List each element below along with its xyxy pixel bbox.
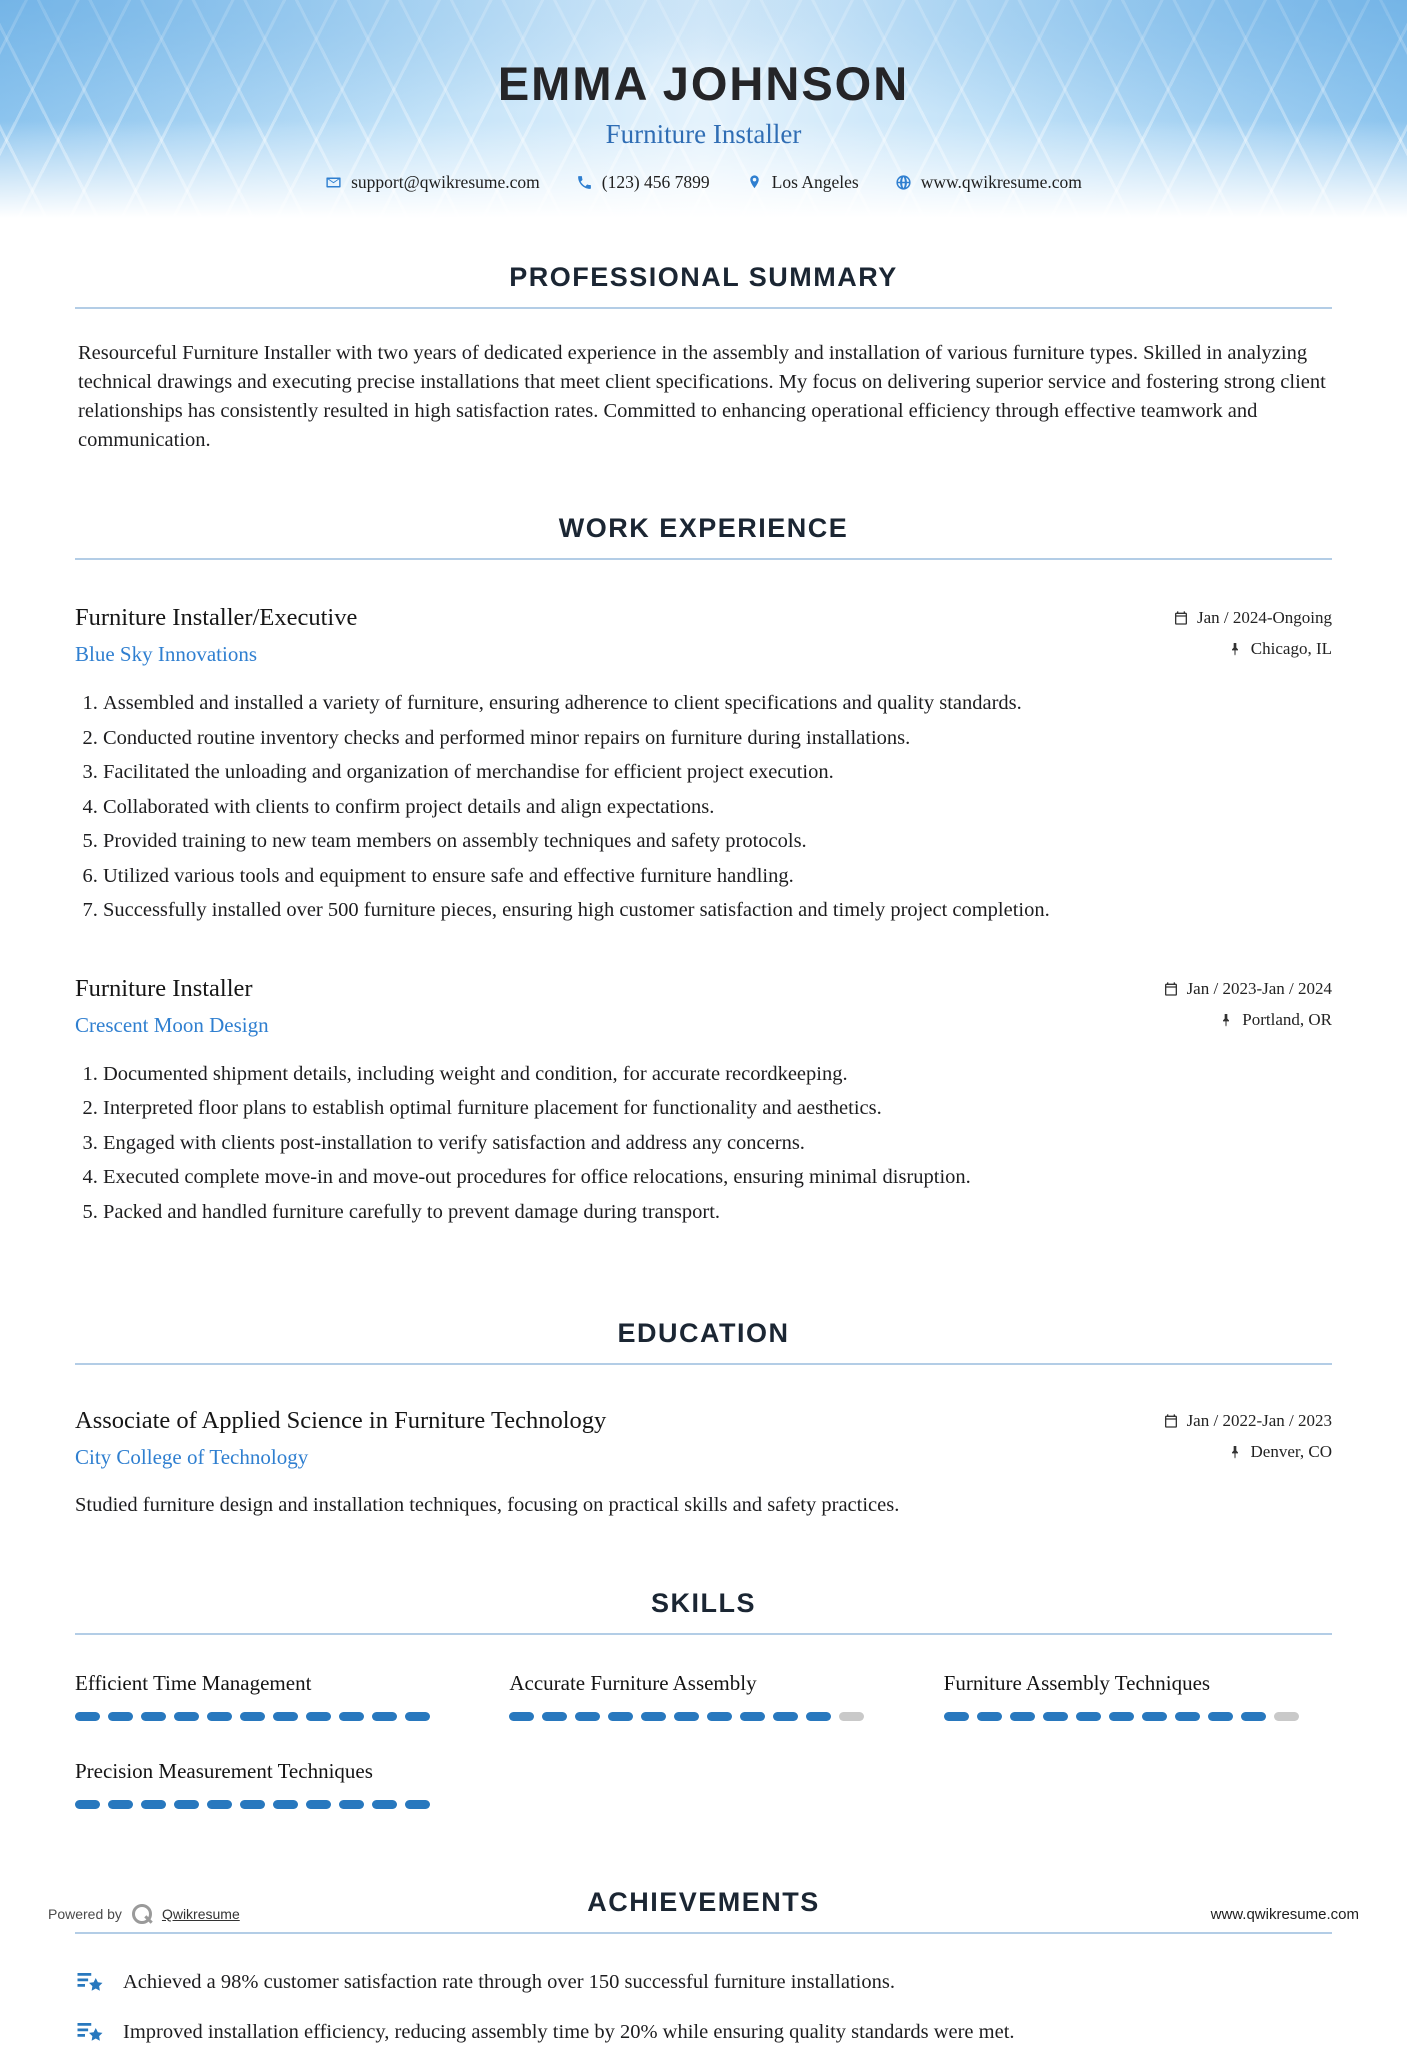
skill-item	[75, 1671, 463, 1721]
contact-email[interactable]	[325, 172, 540, 193]
phone-icon	[576, 174, 593, 191]
skill-level-bar	[509, 1712, 897, 1721]
contact-phone	[576, 172, 710, 193]
qwikresume-logo-icon	[132, 1904, 152, 1924]
job-title: Furniture Installer	[75, 974, 253, 1002]
skill-item	[75, 1759, 463, 1809]
education-location	[1163, 1442, 1332, 1462]
section-skills	[0, 1588, 1407, 1809]
skill-dash-filled	[240, 1800, 265, 1809]
skill-item	[509, 1671, 897, 1721]
skill-dash-filled	[273, 1800, 298, 1809]
contact-phone-text: (123) 456 7899	[601, 172, 710, 192]
job-entry-right	[1163, 975, 1332, 1041]
skill-dash-filled	[372, 1800, 397, 1809]
job-bullet-list	[79, 690, 1332, 924]
skill-dash-filled	[174, 1800, 199, 1809]
skill-dash-filled	[405, 1712, 430, 1721]
skill-name: Furniture Assembly Techniques	[943, 1670, 1211, 1695]
job-bullet: 7. Successfully installed over 500 furniture pieces, ensuring high customer satisfaction and timely project completion.	[103, 897, 1332, 924]
job-bullet: 1. Documented shipment details, including weight and condition, for accurate recordkeeping.	[103, 1061, 1332, 1088]
pushpin-icon	[1218, 1012, 1234, 1028]
section-divider	[75, 1932, 1332, 1934]
person-name: EMMA JOHNSON	[497, 57, 910, 110]
section-education	[0, 1318, 1407, 1520]
job-company-link[interactable]: Blue Sky Innovations	[75, 642, 257, 667]
skill-dash-filled	[608, 1712, 633, 1721]
achievement-list	[75, 1968, 1332, 2048]
education-entry	[75, 1407, 1332, 1520]
education-entry-header	[75, 1407, 1332, 1473]
job-entry-header	[75, 975, 1332, 1041]
education-degree: Associate of Applied Science in Furniture Technology	[75, 1407, 607, 1435]
skill-level-bar	[75, 1712, 463, 1721]
job-entry-left	[75, 975, 269, 1038]
job-bullet: 4. Executed complete move-in and move-out procedures for office relocations, ensuring minimal disruption.	[103, 1164, 1332, 1191]
education-description: Studied furniture design and installation techniques, focusing on practical skills and safety practices.	[75, 1494, 900, 1517]
skill-dash-filled	[1241, 1712, 1266, 1721]
section-divider	[75, 1633, 1332, 1635]
skill-dash-filled	[707, 1712, 732, 1721]
skill-dash-filled	[75, 1712, 100, 1721]
skill-dash-filled	[405, 1800, 430, 1809]
page-footer	[48, 1904, 1359, 1924]
job-dates-text: Jan / 2023-Jan / 2024	[1186, 978, 1332, 998]
work-heading: WORK EXPERIENCE	[558, 513, 849, 544]
award-icon	[75, 2018, 105, 2048]
job-company-link[interactable]: Crescent Moon Design	[75, 1012, 269, 1037]
skill-dash-filled	[977, 1712, 1002, 1721]
skill-name: Efficient Time Management	[75, 1670, 312, 1695]
education-heading: EDUCATION	[617, 1318, 790, 1349]
calendar-icon	[1163, 981, 1179, 997]
job-bullet: 1. Assembled and installed a variety of furniture, ensuring adherence to client specifications and quality standards.	[103, 690, 1332, 717]
job-title: Furniture Installer/Executive	[75, 604, 358, 632]
skill-name: Precision Measurement Techniques	[75, 1758, 373, 1783]
skill-dash-filled	[306, 1800, 331, 1809]
skill-name: Accurate Furniture Assembly	[509, 1670, 757, 1695]
skill-dash-filled	[174, 1712, 199, 1721]
job-location	[1163, 1010, 1332, 1030]
contact-row	[0, 172, 1407, 193]
award-icon	[75, 1968, 105, 1998]
job-bullet: 5. Provided training to new team members on assembly techniques and safety protocols.	[103, 828, 1332, 855]
achievement-text: Achieved a 98% customer satisfaction rate through over 150 successful furniture installations.	[123, 1971, 895, 1994]
skill-dash-empty	[839, 1712, 864, 1721]
job-bullet: 3. Facilitated the unloading and organization of merchandise for efficient project execution.	[103, 759, 1332, 786]
section-professional-summary	[0, 262, 1407, 455]
skill-dash-filled	[1109, 1712, 1134, 1721]
job-bullet: 3. Engaged with clients post-installation to verify satisfaction and address any concerns.	[103, 1130, 1332, 1157]
skill-level-bar	[944, 1712, 1332, 1721]
skill-dash-filled	[1208, 1712, 1233, 1721]
education-entry-right	[1163, 1407, 1332, 1473]
job-entry-right	[1173, 604, 1332, 670]
summary-heading: PROFESSIONAL SUMMARY	[509, 262, 898, 292]
education-entry-left	[75, 1407, 606, 1470]
footer-branding	[48, 1904, 240, 1924]
contact-website-text: www.qwikresume.com	[920, 172, 1082, 192]
education-location-text: Denver, CO	[1250, 1442, 1332, 1462]
job-entry	[75, 975, 1332, 1226]
education-dates	[1163, 1411, 1332, 1431]
job-location	[1173, 639, 1332, 659]
skill-dash-filled	[372, 1712, 397, 1721]
resume-header	[0, 0, 1407, 232]
contact-location-text: Los Angeles	[771, 172, 859, 192]
section-work-experience	[0, 513, 1407, 1226]
achievement-text: Improved installation efficiency, reducing assembly time by 20% while ensuring quality standards were met.	[123, 2021, 1015, 2044]
skill-dash-filled	[108, 1712, 133, 1721]
section-divider	[75, 558, 1332, 560]
skill-dash-filled	[108, 1800, 133, 1809]
skills-heading: SKILLS	[650, 1587, 756, 1618]
skill-dash-filled	[273, 1712, 298, 1721]
skill-dash-filled	[339, 1712, 364, 1721]
section-divider	[75, 1363, 1332, 1365]
skill-dash-filled	[75, 1800, 100, 1809]
skill-level-bar	[75, 1800, 463, 1809]
job-location-text: Portland, OR	[1242, 1009, 1332, 1029]
qwikresume-link[interactable]: Qwikresume	[161, 1906, 240, 1922]
job-bullet: 5. Packed and handled furniture carefully to prevent damage during transport.	[103, 1199, 1332, 1226]
pushpin-icon	[1227, 641, 1243, 657]
summary-text: Resourceful Furniture Installer with two years of dedicated experience in the assembly and installation of various furniture types. Skilled in analyzing technical drawings and executing precise installations that meet client specifications. My focus on delivering superior service and fostering strong client relationships has consistently resulted in high satisfaction rates. Committed to enhancing operational efficiency through effective teamwork and communication.	[78, 342, 1326, 452]
footer-website[interactable]: www.qwikresume.com	[1210, 1905, 1359, 1923]
job-bullet: 2. Interpreted floor plans to establish optimal furniture placement for functionality and aesthetics.	[103, 1095, 1332, 1122]
achievement-item	[75, 1968, 1332, 1998]
skill-dash-filled	[1010, 1712, 1035, 1721]
job-dates-text: Jan / 2024-Ongoing	[1196, 608, 1332, 628]
job-entry-header	[75, 604, 1332, 670]
skill-item	[944, 1671, 1332, 1721]
skill-dash-filled	[674, 1712, 699, 1721]
education-school-link[interactable]: City College of Technology	[75, 1445, 309, 1470]
skills-grid	[75, 1671, 1332, 1809]
achievements-heading: ACHIEVEMENTS	[587, 1886, 820, 1917]
skill-dash-filled	[339, 1800, 364, 1809]
skill-dash-filled	[1043, 1712, 1068, 1721]
calendar-icon	[1163, 1413, 1179, 1429]
job-dates	[1163, 979, 1332, 999]
skill-dash-filled	[641, 1712, 666, 1721]
section-divider	[75, 307, 1332, 309]
skill-dash-filled	[207, 1712, 232, 1721]
job-location-text: Chicago, IL	[1250, 639, 1332, 659]
job-entry	[75, 604, 1332, 924]
job-bullet: 2. Conducted routine inventory checks and performed minor repairs on furniture during installations.	[103, 725, 1332, 752]
job-entry-left	[75, 604, 357, 667]
job-bullet: 6. Utilized various tools and equipment to ensure safe and effective furniture handling.	[103, 863, 1332, 890]
calendar-icon	[1173, 610, 1189, 626]
contact-email-text: support@qwikresume.com	[351, 172, 540, 192]
job-bullet: 4. Collaborated with clients to confirm project details and align expectations.	[103, 794, 1332, 821]
job-dates	[1173, 608, 1332, 628]
skill-dash-filled	[542, 1712, 567, 1721]
skill-dash-filled	[141, 1712, 166, 1721]
contact-website[interactable]	[895, 172, 1082, 193]
powered-by-label: Powered by	[48, 1906, 122, 1922]
skill-dash-filled	[306, 1712, 331, 1721]
skill-dash-empty	[1274, 1712, 1299, 1721]
location-pin-icon	[746, 174, 763, 191]
skill-dash-filled	[1175, 1712, 1200, 1721]
skill-dash-filled	[1142, 1712, 1167, 1721]
person-title: Furniture Installer	[605, 119, 802, 149]
envelope-icon	[325, 174, 342, 191]
skill-dash-filled	[240, 1712, 265, 1721]
skill-dash-filled	[944, 1712, 969, 1721]
skill-dash-filled	[773, 1712, 798, 1721]
skill-dash-filled	[509, 1712, 534, 1721]
education-dates-text: Jan / 2022-Jan / 2023	[1186, 1411, 1332, 1431]
skill-dash-filled	[740, 1712, 765, 1721]
skill-dash-filled	[207, 1800, 232, 1809]
skill-dash-filled	[806, 1712, 831, 1721]
skill-dash-filled	[1076, 1712, 1101, 1721]
skill-dash-filled	[141, 1800, 166, 1809]
contact-location	[746, 172, 859, 193]
pushpin-icon	[1227, 1444, 1243, 1460]
achievement-item	[75, 2018, 1332, 2048]
globe-icon	[895, 174, 912, 191]
job-bullet-list	[79, 1061, 1332, 1226]
skill-dash-filled	[575, 1712, 600, 1721]
